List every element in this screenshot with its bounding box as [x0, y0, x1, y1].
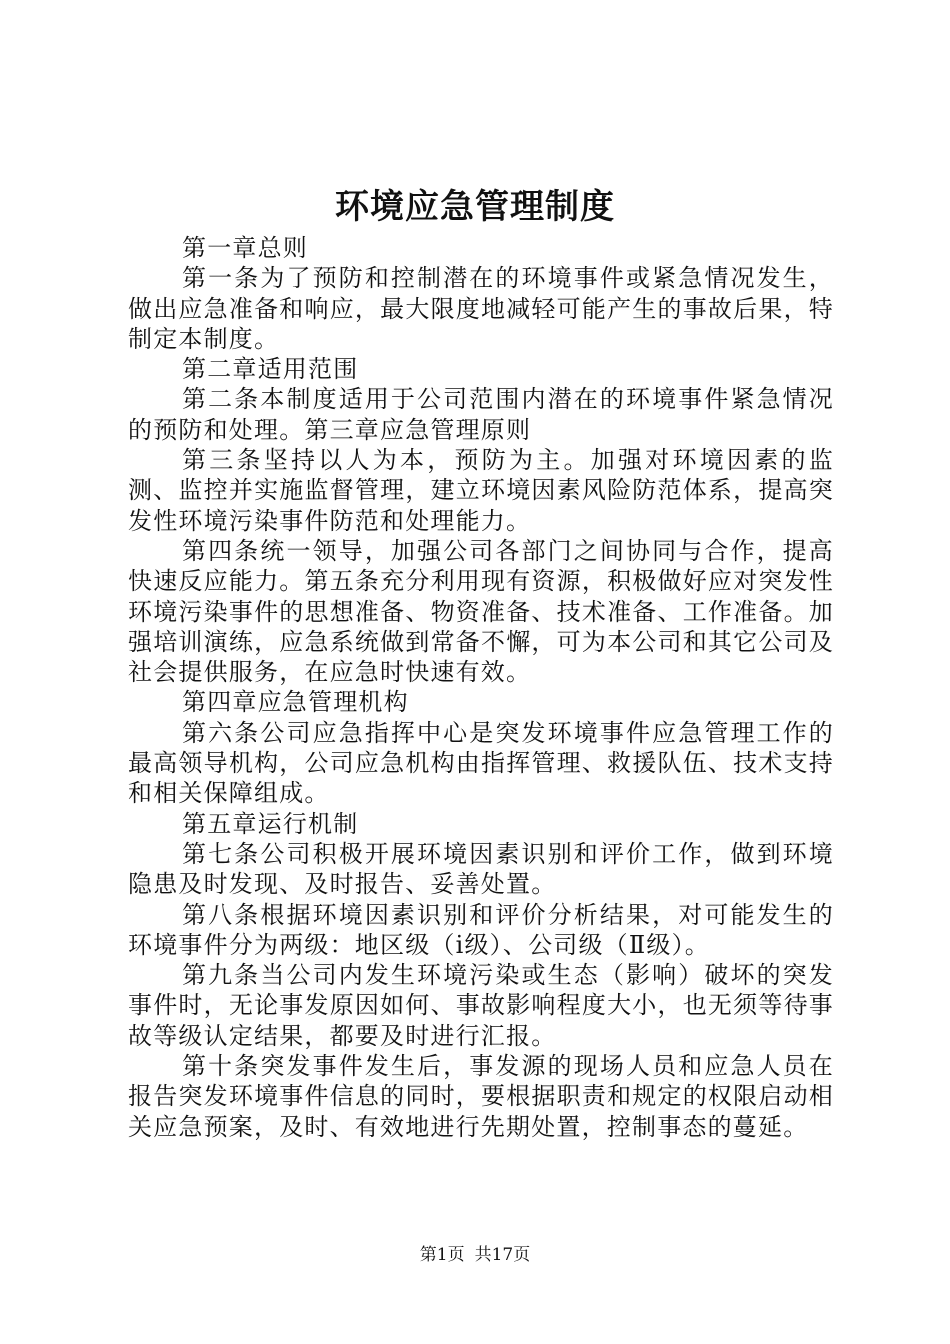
page-total: 共17页: [474, 1245, 531, 1265]
article-paragraph: 第一条为了预防和控制潜在的环境事件或紧急情况发生，做出应急准备和响应，最大限度地减轻可能产生的事故后果，特制定本制度。: [128, 264, 834, 353]
article-paragraph: 第八条根据环境因素识别和评价分析结果，对可能发生的环境事件分为两级：地区级（ⅰ级）、公司级（Ⅱ级）。: [128, 900, 834, 959]
article-paragraph: 第四条统一领导，加强公司各部门之间协同与合作，提高快速反应能力。第五条充分利用现有资源，积极做好应对突发性环境污染事件的思想准备、物资准备、技术准备、工作准备。加强培训演练，应急系统做到常备不懈，可为本公司和其它公司及社会提供服务，在应急时快速有效。: [128, 536, 834, 687]
article-paragraph: 第二条本制度适用于公司范围内潜在的环境事件紧急情况的预防和处理。第三章应急管理原则: [128, 385, 834, 444]
chapter-heading: 第二章适用范围: [182, 355, 359, 384]
chapter-heading: 第四章应急管理机构: [182, 688, 409, 717]
chapter-heading: 第一章总则: [182, 234, 308, 262]
page-number: 第1页: [419, 1245, 465, 1265]
article-paragraph: 第九条当公司内发生环境污染或生态（影响）破坏的突发事件时，无论事发原因如何、事故影响程度大小，也无须等待事故等级认定结果，都要及时进行汇报。: [128, 961, 834, 1050]
document-body: [128, 233, 834, 1142]
article-paragraph: 第十条突发事件发生后，事发源的现场人员和应急人员在报告突发环境事件信息的同时，要根据职责和规定的权限启动相关应急预案，及时、有效地进行先期处置，控制事态的蔓延。: [128, 1052, 834, 1141]
article-paragraph: 第七条公司积极开展环境因素识别和评价工作，做到环境隐患及时发现、及时报告、妥善处置。: [128, 839, 834, 899]
document-title: 环境应急管理制度: [335, 187, 615, 227]
chapter-heading: 第五章运行机制: [182, 809, 359, 838]
article-paragraph: 第三条坚持以人为本，预防为主。加强对环境因素的监测、监控并实施监督管理，建立环境因素风险防范体系，提高突发性环境污染事件防范和处理能力。: [128, 446, 834, 535]
article-paragraph: 第六条公司应急指挥中心是突发环境事件应急管理工作的最高领导机构，公司应急机构由指挥管理、救援队伍、技术支持和相关保障组成。: [128, 718, 834, 808]
page-footer: [0, 1243, 950, 1267]
